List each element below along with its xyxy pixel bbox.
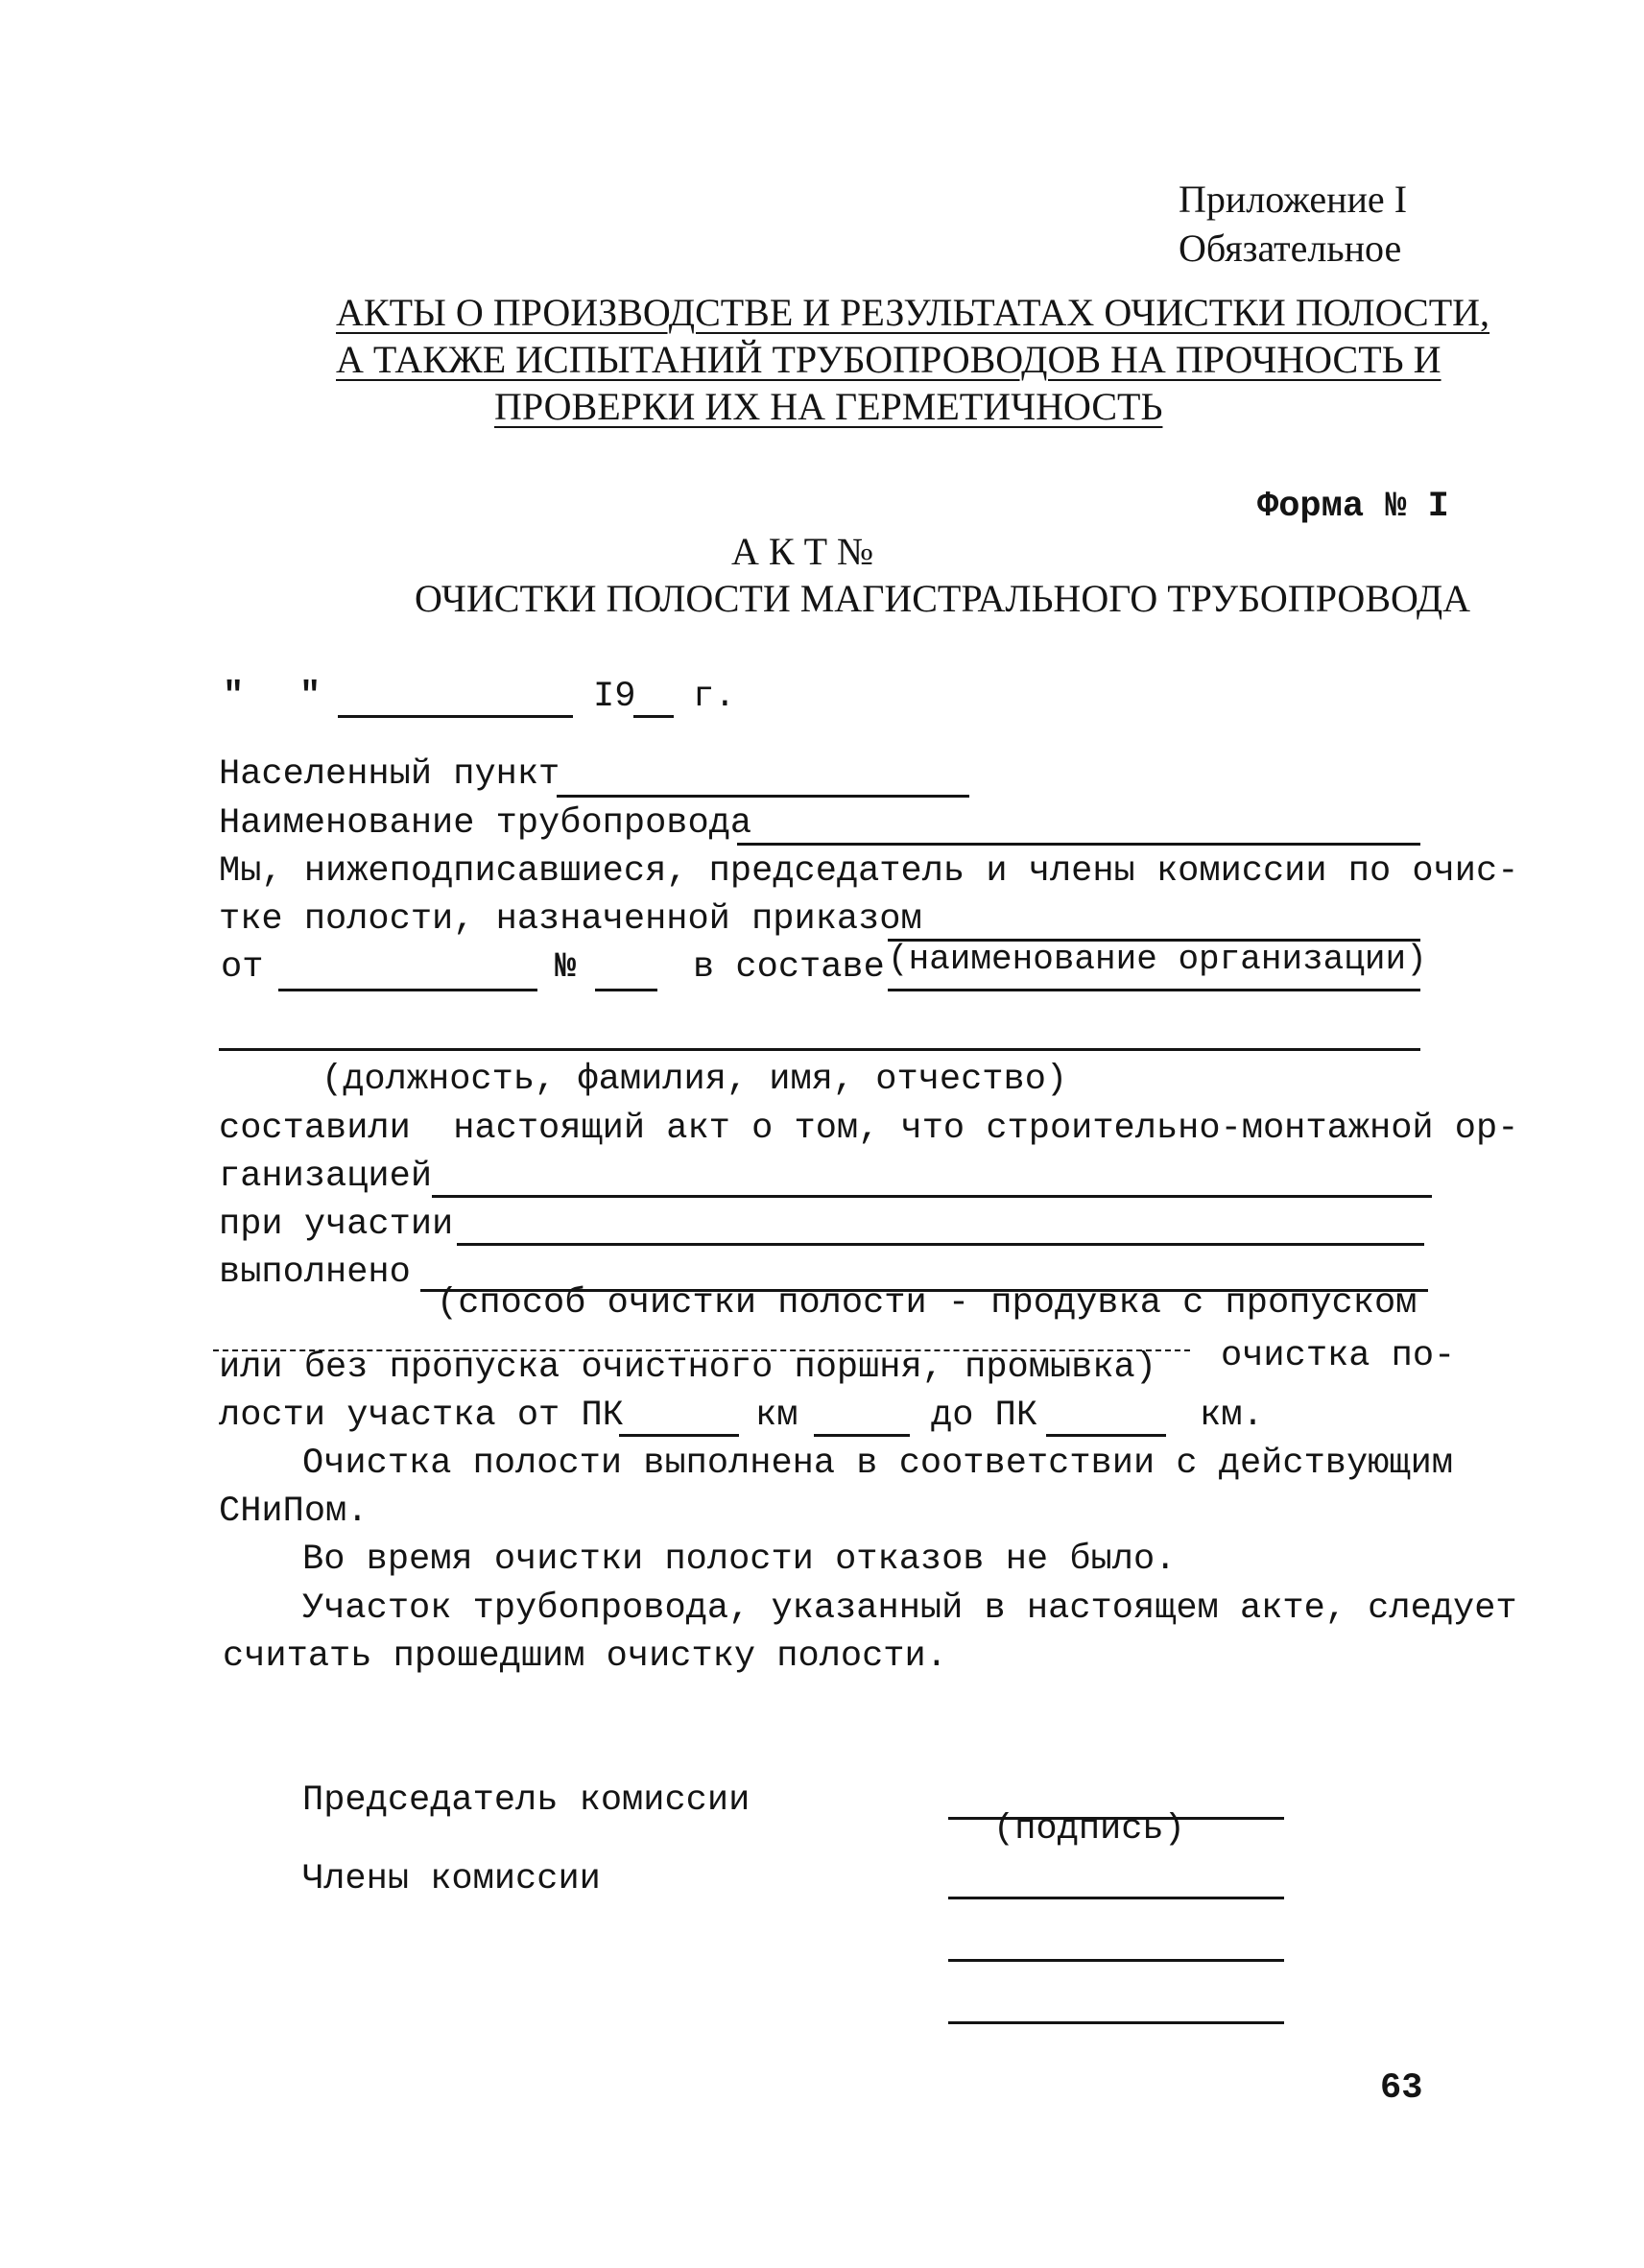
cleaning-suffix: очистка по- (1221, 1336, 1456, 1376)
organization-field[interactable] (888, 989, 1420, 991)
date-year-field[interactable] (633, 715, 674, 718)
persons-hint: (должность, фамилия, имя, отчество) (322, 1060, 1068, 1100)
to-pk-label: до ПК (931, 1396, 1038, 1436)
date-year: I9 (593, 677, 636, 717)
body-p1-line1: Очистка полости выполнена в соответствии с действующим (302, 1444, 1453, 1484)
section-heading-line2: А ТАКЖЕ ИСПЫТАНИЙ ТРУБОПРОВОДОВ НА ПРОЧНОСТЬ И (336, 338, 1441, 381)
body-p3-line1: Участок трубопровода, указанный в настоящем акте, следует (302, 1588, 1517, 1629)
commission-line: Мы, нижеподписавшиеся, председатель и члены комиссии по очис- (219, 851, 1519, 892)
settlement-label: Населенный пункт (219, 754, 560, 795)
body-p1-line2: СНиПом. (219, 1492, 369, 1532)
date-year-suffix: г. (693, 677, 736, 717)
settlement-field[interactable] (557, 795, 969, 798)
order-label: тке полости, назначенной приказом (219, 899, 922, 940)
km-label-2: км. (1200, 1396, 1264, 1436)
date-quote-close: " (299, 677, 322, 717)
method-hint-line1: (способ очистки полости - продувка с пропуском (437, 1283, 1418, 1324)
appendix-status: Обязательное (1179, 227, 1402, 270)
participation-label: при участии (219, 1205, 454, 1245)
form-number: Форма № I (1257, 487, 1449, 527)
section-heading-line3: ПРОВЕРКИ ИХ НА ГЕРМЕТИЧНОСТЬ (494, 385, 1163, 428)
chairman-label: Председатель комиссии (302, 1780, 751, 1821)
compiled-line1: составили настоящий акт о том, что строительно-монтажной ор- (219, 1109, 1519, 1149)
order-from-label: от (221, 947, 264, 988)
signature-hint: (подпись) (993, 1809, 1185, 1850)
order-number-field[interactable] (595, 989, 657, 991)
performed-label: выполнено (219, 1253, 411, 1293)
member-signature-field-1[interactable] (948, 1897, 1284, 1899)
body-p2: Во время очистки полости отказов не было. (302, 1540, 1177, 1580)
act-title: А К Т № (731, 530, 874, 573)
pipeline-name-label: Наименование трубопровода (219, 803, 752, 844)
appendix-title: Приложение I (1179, 178, 1408, 221)
order-date-field[interactable] (278, 989, 537, 991)
participation-field[interactable] (457, 1243, 1424, 1246)
method-hint-line2: или без пропуска очистного поршня, промывка) (219, 1348, 1156, 1388)
section-from-label: лости участка от ПК (219, 1396, 624, 1436)
pipeline-name-field[interactable] (737, 843, 1420, 846)
contractor-field[interactable] (432, 1195, 1432, 1198)
composition-label: в составе (693, 947, 885, 988)
pk-from-field[interactable] (619, 1434, 739, 1437)
persons-field[interactable] (219, 1048, 1420, 1051)
page-number: 63 (1380, 2068, 1423, 2109)
members-label: Члены комиссии (302, 1859, 601, 1899)
organization-hint: (наименование организации) (888, 940, 1427, 979)
km-label-1: км (755, 1396, 798, 1436)
order-number-sign: № (555, 947, 577, 988)
organization-label: ганизацией (219, 1157, 433, 1197)
date-quote-open: " (223, 677, 245, 717)
km-from-field[interactable] (814, 1434, 910, 1437)
member-signature-field-2[interactable] (948, 1959, 1284, 1962)
member-signature-field-3[interactable] (948, 2021, 1284, 2024)
section-heading-line1: АКТЫ О ПРОИЗВОДСТВЕ И РЕЗУЛЬТАТАХ ОЧИСТКИ ПОЛОСТИ, (336, 291, 1490, 334)
pk-to-field[interactable] (1046, 1434, 1166, 1437)
date-month-field[interactable] (338, 715, 573, 718)
body-p3-line2: считать прошедшим очистку полости. (223, 1636, 947, 1677)
act-subtitle: ОЧИСТКИ ПОЛОСТИ МАГИСТРАЛЬНОГО ТРУБОПРОВОДА (415, 577, 1471, 620)
